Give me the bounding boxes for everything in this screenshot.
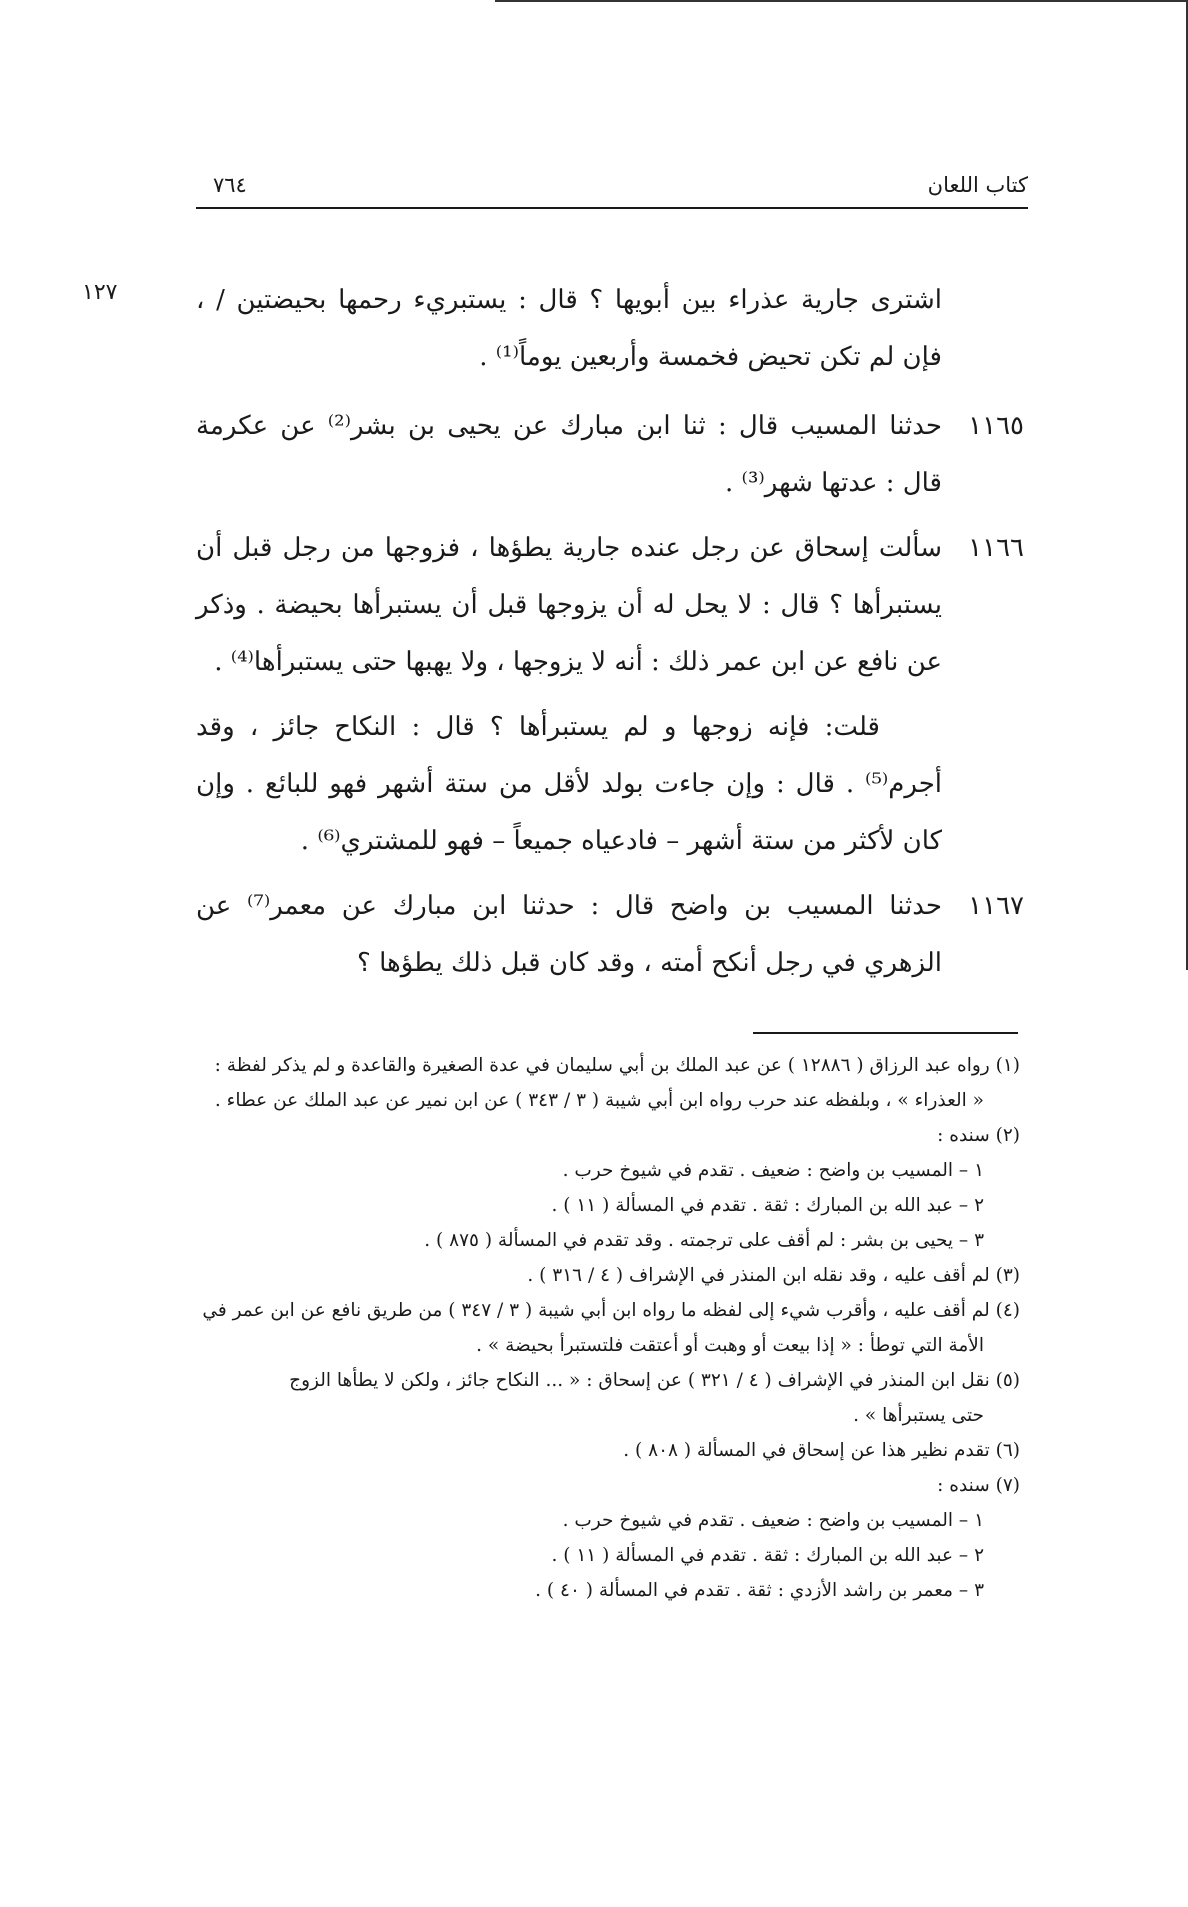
footnote-1: (١) رواه عبد الرزاق ( ١٢٨٨٦ ) عن عبد الملك بن أبي سليمان في عدة الصغيرة والقاعدة و لم يذكر لفظة : — [214, 1055, 1020, 1076]
margin-page-note: ١٢٧ — [82, 280, 118, 305]
footnote-2-item: ٢ – عبد الله بن المبارك : ثقة . تقدم في المسألة ( ١١ ) . — [551, 1195, 984, 1216]
footnote-2: (٢) سنده : — [937, 1125, 1020, 1146]
footnote-5-continued: حتى يستبرأها » . — [853, 1405, 984, 1426]
main-text — [196, 272, 1024, 1000]
issue-number: ١١٦٦ — [968, 533, 1024, 563]
header-rule — [196, 207, 1028, 209]
paragraph-text: حدثنا المسيب بن واضح قال : حدثنا ابن مبارك عن معمر⁽⁷⁾ عن الزهري في رجل أنكح أمته ، وقد كان قبل ذلك يطؤها ؟ — [196, 891, 942, 978]
footnote-2-item: ٣ – يحيى بن بشر : لم أقف على ترجمته . وقد تقدم في المسألة ( ٨٧٥ ) . — [424, 1230, 984, 1251]
paragraph-continuation — [196, 272, 1024, 386]
issue-1167 — [196, 878, 1024, 992]
paragraph-text: سألت إسحاق عن رجل عنده جارية يطؤها ، فزوجها من رجل قبل أن يستبرأها ؟ قال : لا يحل له أن يزوجها قبل أن يستبرأها بحيضة . وذكر عن نافع عن ابن عمر ذلك : أنه لا يزوجها ، ولا يهبها حتى يستبرأها⁽⁴⁾ . — [196, 533, 942, 677]
paragraph-text: اشترى جارية عذراء بين أبويها ؟ قال : يستبريء رحمها بحيضتين / ، فإن لم تكن تحيض فخمسة وأربعين يوماً⁽¹⁾ . — [196, 285, 942, 372]
footnotes — [180, 1048, 1020, 1608]
issue-number: ١١٦٥ — [968, 411, 1024, 441]
paragraph-text: حدثنا المسيب قال : ثنا ابن مبارك عن يحيى بن بشر⁽²⁾ عن عكرمة قال : عدتها شهر⁽³⁾ . — [196, 411, 942, 498]
footnote-4-continued: الأمة التي توطأ : « إذا بيعت أو وهبت أو أعتقت فلتستبرأ بحيضة » . — [476, 1335, 984, 1356]
footnote-4: (٤) لم أقف عليه ، وأقرب شيء إلى لفظه ما رواه ابن أبي شيبة ( ٣ / ٣٤٧ ) من طريق نافع عن ابن عمر في — [202, 1300, 1020, 1321]
footnote-5: (٥) نقل ابن المنذر في الإشراف ( ٤ / ٣٢١ ) عن إسحاق : « ... النكاح جائز ، ولكن لا يطأها الزوج — [289, 1370, 1020, 1391]
footnote-7-item: ١ – المسيب بن واضح : ضعيف . تقدم في شيوخ حرب . — [562, 1510, 984, 1531]
page-number: ٧٦٤ — [213, 173, 247, 197]
footnote-6: (٦) تقدم نظير هذا عن إسحاق في المسألة ( ٨٠٨ ) . — [623, 1440, 1020, 1461]
issue-1166-question — [196, 699, 1024, 870]
footnote-7-item: ٣ – معمر بن راشد الأزدي : ثقة . تقدم في المسألة ( ٤٠ ) . — [535, 1580, 984, 1601]
issue-1166 — [196, 520, 1024, 691]
footnote-3: (٣) لم أقف عليه ، وقد نقله ابن المنذر في الإشراف ( ٤ / ٣١٦ ) . — [527, 1265, 1020, 1286]
issue-1165 — [196, 398, 1024, 512]
running-title: كتاب اللعان — [927, 173, 1028, 197]
scan-border-top — [495, 0, 1188, 2]
footnote-7-item: ٢ – عبد الله بن المبارك : ثقة . تقدم في المسألة ( ١١ ) . — [551, 1545, 984, 1566]
footnote-7: (٧) سنده : — [937, 1475, 1020, 1496]
footnote-1-continued: « العذراء » ، وبلفظه عند حرب رواه ابن أبي شيبة ( ٣ / ٣٤٣ ) عن ابن نمير عن عبد الملك عن عطاء . — [214, 1090, 984, 1111]
issue-number: ١١٦٧ — [968, 891, 1024, 921]
footnote-2-item: ١ – المسيب بن واضح : ضعيف . تقدم في شيوخ حرب . — [562, 1160, 984, 1181]
footnote-separator — [753, 1032, 1018, 1034]
paragraph-text: قلت: فإنه زوجها و لم يستبرأها ؟ قال : النكاح جائز ، وقد أجرم⁽⁵⁾ . قال : وإن جاءت بولد لأقل من ستة أشهر فهو للبائع . وإن كان لأكثر من ستة أشهر – فادعياه جميعاً – فهو للمشتري⁽⁶⁾ . — [196, 712, 942, 856]
